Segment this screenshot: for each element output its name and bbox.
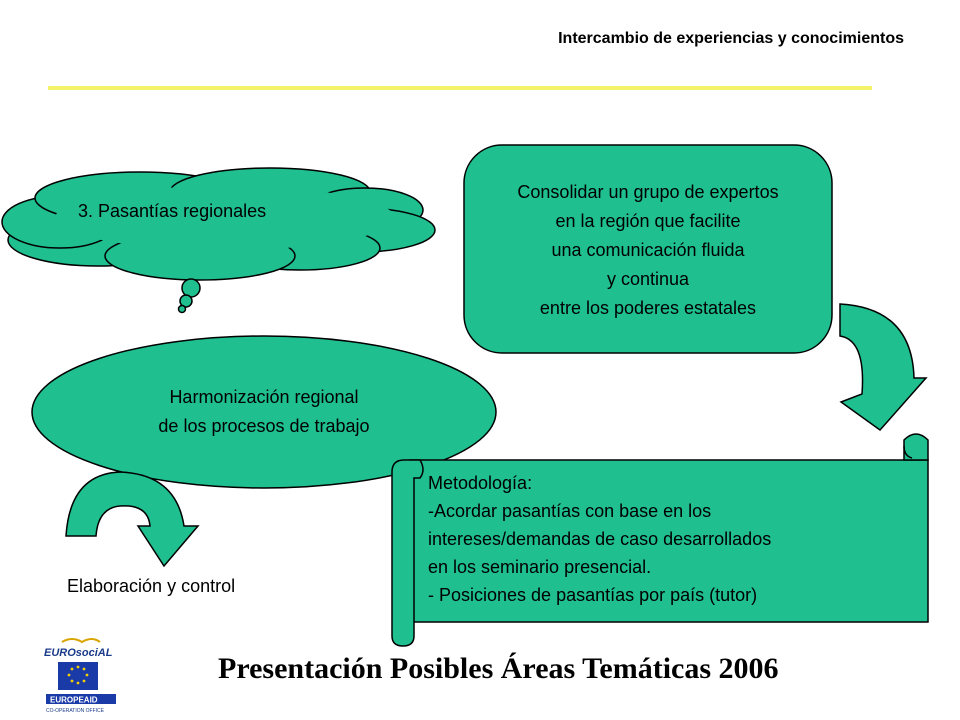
objective-line: Consolidar un grupo de expertos [517, 182, 779, 202]
objective-line: en la región que facilite [555, 211, 741, 231]
methodology-line: en los seminario presencial. [428, 557, 652, 577]
eurosocial-logo [42, 636, 120, 716]
thought-cloud [2, 168, 435, 313]
methodology-line: - Posiciones de pasantías por país (tutor) [428, 585, 758, 605]
objective-text [464, 178, 832, 323]
methodology-line: -Acordar pasantías con base en los [428, 501, 712, 521]
objective-line: y continua [606, 269, 690, 289]
logo-text-bottom: CO-OPERATION OFFICE [46, 708, 104, 714]
curved-arrow-right-icon [840, 304, 926, 430]
curved-arrow-down-icon [66, 472, 198, 566]
cloud-label: 3. Pasantías regionales [78, 201, 267, 221]
harmonization-line: Harmonización regional [169, 387, 359, 407]
objective-line: una comunicación fluida [551, 240, 745, 260]
methodology-line: Metodología: [428, 473, 533, 493]
footer-title: Presentación Posibles Áreas Temáticas 2006 [218, 652, 779, 685]
elaboration-label: Elaboración y control [67, 576, 236, 596]
harmonization-text [32, 383, 496, 441]
methodology-text [428, 469, 771, 609]
harmonization-line: de los procesos de trabajo [158, 416, 370, 436]
objective-line: entre los poderes estatales [539, 298, 757, 318]
header-title: Intercambio de experiencias y conocimientos [558, 30, 904, 47]
logo-text-top: EUROsociAL [44, 647, 113, 659]
methodology-line: intereses/demandas de caso desarrollados [428, 529, 772, 549]
logo-text-mid: EUROPEAID [50, 695, 98, 705]
